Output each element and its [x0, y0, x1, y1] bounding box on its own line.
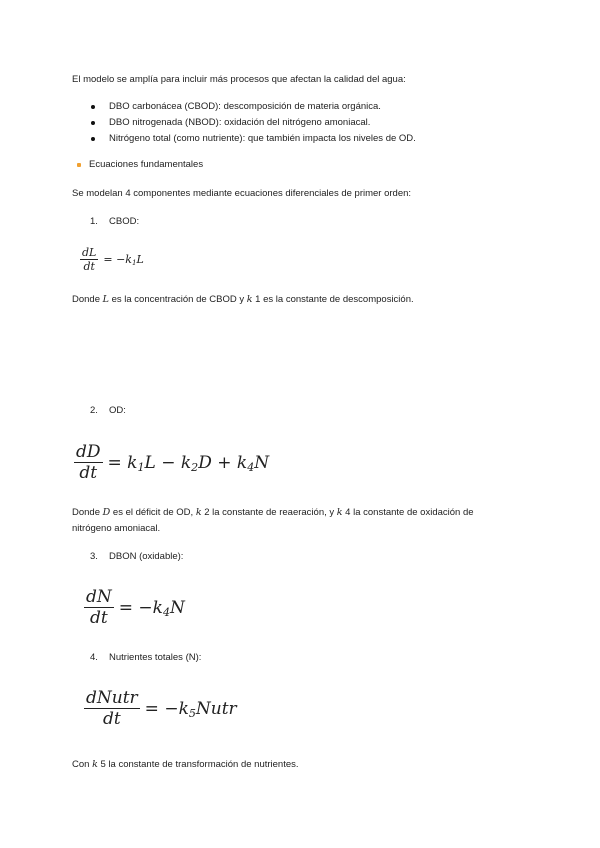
- subscript: 4: [247, 460, 255, 474]
- rhs-term: Nutr: [195, 698, 237, 719]
- fraction: [84, 587, 114, 628]
- text-run: Donde: [72, 294, 103, 305]
- math-var: k: [336, 507, 343, 518]
- text-run: la constante de oxidación de: [353, 507, 474, 518]
- text-run: es la constante de descomposición.: [263, 294, 414, 305]
- list-label: Nutrientes totales (N):: [109, 652, 202, 663]
- equation-rhs: [114, 598, 185, 618]
- denominator: dt: [90, 608, 108, 628]
- text-run: 4: [342, 507, 354, 518]
- math-var: k: [195, 507, 202, 518]
- subscript: 2: [191, 460, 199, 474]
- subscript: 5: [188, 706, 196, 720]
- rhs-term: k: [127, 452, 138, 473]
- numerator: dNutr: [86, 688, 138, 708]
- description-paragraph: [72, 759, 299, 771]
- equation-rhs: [140, 699, 237, 719]
- equals-sign: =: [144, 698, 159, 719]
- equation-nutrientes: [84, 688, 237, 729]
- text-run: Con: [72, 759, 93, 770]
- text-run: es la concentración de CBOD y: [108, 294, 247, 305]
- subscript: 4: [162, 605, 170, 619]
- math-var: L: [102, 294, 109, 305]
- text-run: 2: [201, 507, 213, 518]
- fraction: [84, 688, 140, 729]
- rhs-term: L − k: [144, 452, 192, 473]
- list-label: OD:: [109, 405, 126, 416]
- rhs-term: N: [170, 597, 185, 618]
- equation-dbon: [84, 587, 185, 628]
- list-number: 4.: [90, 652, 98, 663]
- fraction: [74, 442, 103, 483]
- description-paragraph-line2: nitrógeno amoniacal.: [72, 523, 161, 534]
- fraction: [80, 246, 98, 273]
- bullet-item: Nitrógeno total (como nutriente): que también impacta los niveles de OD.: [109, 133, 416, 144]
- list-number: 1.: [90, 216, 98, 227]
- text-run: 5: [97, 759, 109, 770]
- equals-sign: =: [118, 597, 134, 618]
- rhs-term: D + k: [198, 452, 248, 473]
- bullet-item: DBO nitrogenada (NBOD): oxidación del nitrógeno amoniacal.: [109, 117, 371, 128]
- text-run: es el déficit de OD,: [110, 507, 196, 518]
- list-number: 3.: [90, 551, 98, 562]
- equation-rhs: [98, 253, 143, 266]
- denominator: dt: [102, 709, 121, 729]
- denominator: dt: [83, 260, 95, 273]
- subscript: 1: [131, 257, 137, 267]
- numerator: dD: [76, 442, 101, 462]
- rhs-term: L: [136, 253, 144, 266]
- list-label: DBON (oxidable):: [109, 551, 184, 562]
- subscript: 1: [137, 460, 145, 474]
- math-var: k: [246, 294, 253, 305]
- text-run: 1: [252, 294, 264, 305]
- equation-od: [74, 442, 269, 483]
- list-number: 2.: [90, 405, 98, 416]
- numerator: dN: [86, 587, 112, 607]
- bullet-dot-icon: [91, 105, 95, 109]
- bullet-dot-icon: [91, 121, 95, 125]
- intro-paragraph: El modelo se amplía para incluir más procesos que afectan la calidad del agua:: [72, 74, 406, 85]
- rhs-term: −k: [164, 698, 189, 719]
- equation-rhs: [103, 453, 270, 473]
- components-intro: Se modelan 4 componentes mediante ecuaciones diferenciales de primer orden:: [72, 188, 412, 199]
- text-run: la constante de transformación de nutrientes.: [108, 759, 299, 770]
- math-var: D: [102, 507, 111, 518]
- description-paragraph: [72, 507, 474, 519]
- list-label: CBOD:: [109, 216, 140, 227]
- bullet-dot-icon: [91, 137, 95, 141]
- rhs-term: −k: [116, 253, 132, 266]
- equals-sign: =: [107, 452, 122, 473]
- math-var: k: [92, 759, 98, 770]
- section-bullet-icon: [77, 163, 81, 167]
- section-heading: Ecuaciones fundamentales: [89, 159, 204, 170]
- description-paragraph: [72, 294, 414, 306]
- text-run: la constante de reaeración, y: [212, 507, 337, 518]
- numerator: dL: [82, 246, 97, 259]
- denominator: dt: [79, 463, 98, 483]
- rhs-term: −k: [138, 597, 163, 618]
- rhs-term: N: [254, 452, 270, 473]
- equation-cbod: [80, 246, 144, 273]
- bullet-item: DBO carbonácea (CBOD): descomposición de materia orgánica.: [109, 101, 381, 112]
- text-run: Donde: [72, 507, 103, 518]
- equals-sign: =: [103, 253, 113, 266]
